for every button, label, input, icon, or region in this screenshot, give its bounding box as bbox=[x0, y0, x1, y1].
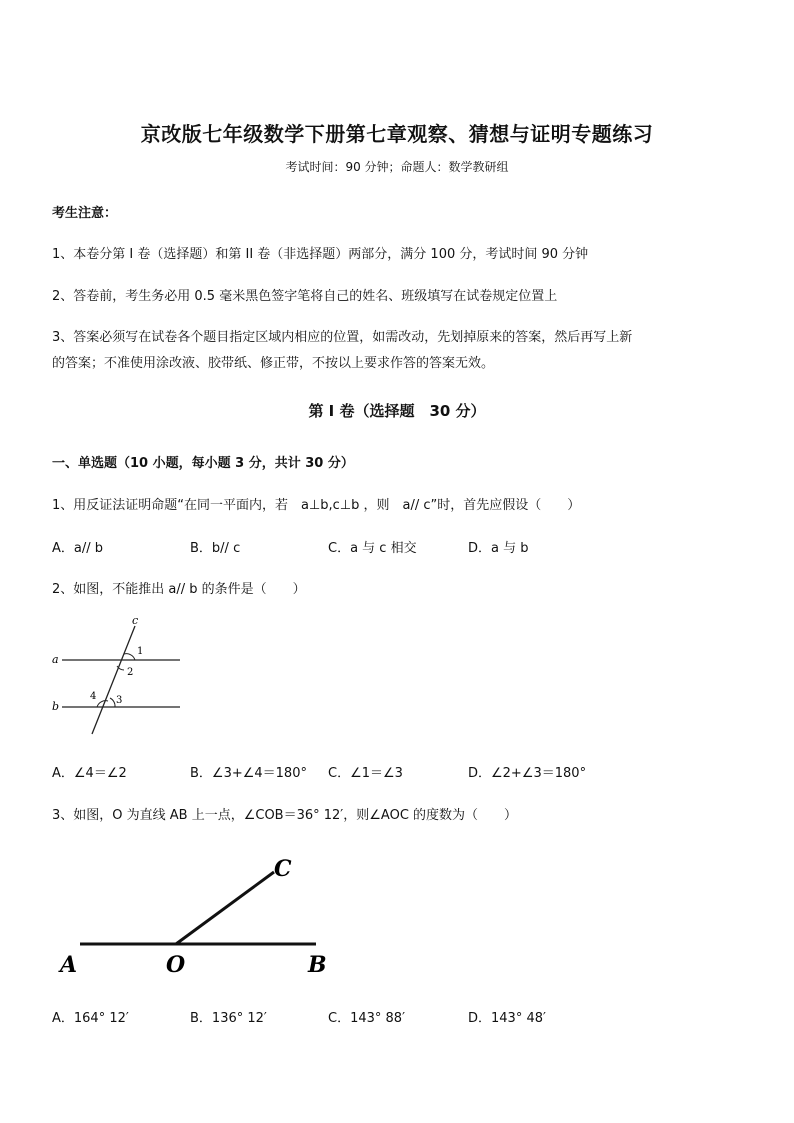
q3-option-b[interactable]: B．136° 12′ bbox=[190, 1011, 267, 1026]
q1-option-b[interactable]: B．b// c bbox=[190, 541, 241, 556]
q2-option-b[interactable]: B．∠3+∠4＝180° bbox=[190, 766, 307, 781]
label-C: C bbox=[274, 856, 292, 882]
page-title: 京改版七年级数学下册第七章观察、猜想与证明专题练习 bbox=[140, 122, 654, 146]
q2-option-c[interactable]: C．∠1＝∠3 bbox=[328, 766, 403, 781]
exam-info: 考试时间：90 分钟；命题人：数学教研组 bbox=[285, 160, 509, 174]
notice-heading: 考生注意： bbox=[52, 206, 118, 221]
notice-item-2: 2、答卷前，考生务必用 0.5 毫米黑色签字笔将自己的姓名、班级填写在试卷规定位置上 bbox=[52, 289, 558, 304]
q3-option-a[interactable]: A．164° 12′ bbox=[52, 1011, 129, 1026]
q2-option-a[interactable]: A．∠4＝∠2 bbox=[52, 766, 127, 781]
question-1-stem: 1、用反证法证明命题“在同一平面内，若 a⊥b,c⊥b ，则 a// c”时，首先应假设（ ） bbox=[52, 498, 581, 513]
line-c bbox=[92, 626, 135, 734]
angle-figure bbox=[52, 850, 352, 980]
ray-oc bbox=[176, 872, 274, 944]
q1-option-a[interactable]: A．a// b bbox=[52, 541, 104, 556]
q3-option-d[interactable]: D．143° 48′ bbox=[468, 1011, 546, 1026]
label-a: a bbox=[52, 653, 59, 666]
label-angle-3: 3 bbox=[116, 695, 123, 706]
label-O: O bbox=[166, 952, 186, 978]
notice-item-3-cont: 的答案；不准使用涂改液、胶带纸、修正带，不按以上要求作答的答案无效。 bbox=[52, 356, 495, 371]
label-angle-1: 1 bbox=[137, 646, 144, 657]
question-2-stem: 2、如图，不能推出 a// b 的条件是（ ） bbox=[52, 582, 306, 597]
q1-option-c[interactable]: C．a 与 c 相交 bbox=[328, 541, 417, 556]
angle-1-arc bbox=[124, 654, 135, 660]
label-B: B bbox=[308, 952, 327, 978]
notice-item-3: 3、答案必须写在试卷各个题目指定区域内相应的位置，如需改动，先划掉原来的答案，然后再写上新 bbox=[52, 330, 633, 345]
label-A: A bbox=[60, 952, 78, 978]
q1-option-d[interactable]: D．a 与 b bbox=[468, 541, 529, 556]
label-b: b bbox=[52, 700, 60, 713]
q3-option-c[interactable]: C．143° 88′ bbox=[328, 1011, 406, 1026]
notice-item-1: 1、本卷分第 I 卷（选择题）和第 II 卷（非选择题）两部分，满分 100 分，考试时间 90 分钟 bbox=[52, 247, 589, 262]
part-title: 一、单选题（10 小题，每小题 3 分，共计 30 分） bbox=[52, 456, 354, 471]
section-title: 第 I 卷（选择题 30 分） bbox=[308, 402, 486, 420]
label-angle-4: 4 bbox=[90, 691, 97, 702]
angle-3-arc bbox=[110, 698, 115, 707]
parallel-lines-figure bbox=[48, 612, 188, 742]
q2-option-d[interactable]: D．∠2+∠3＝180° bbox=[468, 766, 587, 781]
label-c: c bbox=[132, 614, 139, 627]
question-3-stem: 3、如图，O 为直线 AB 上一点，∠COB＝36° 12′，则∠AOC 的度数为（ ） bbox=[52, 808, 518, 823]
label-angle-2: 2 bbox=[127, 667, 134, 678]
